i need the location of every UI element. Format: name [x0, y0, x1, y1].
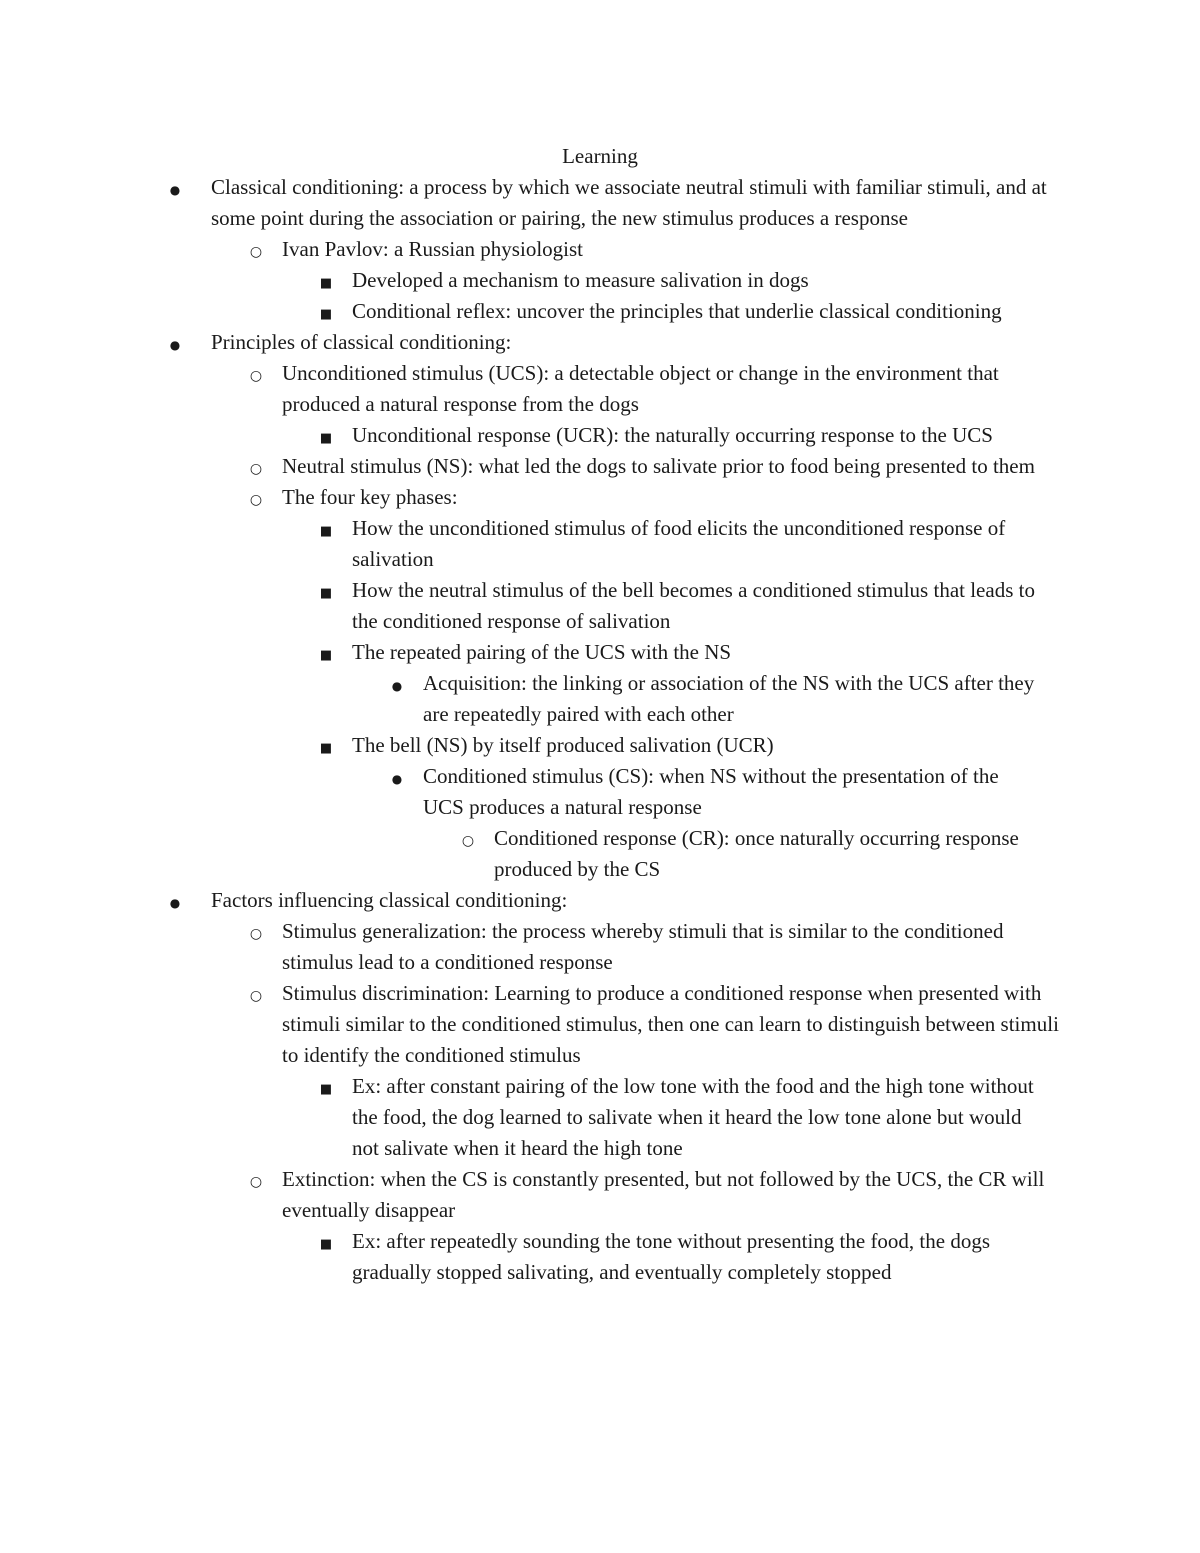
list-item — [0, 885, 1061, 916]
list-item-text: Ex: after constant pairing of the low tone with the food and the high tone without the food, the dog learned to salivate when it heard the low tone alone but would not salivate when it heard the high tone — [352, 1074, 1034, 1160]
list-item-text: Conditional reflex: uncover the principles that underlie classical conditioning — [352, 299, 1002, 323]
square-bullet-icon — [316, 1071, 336, 1105]
notes-list — [0, 172, 1200, 1288]
filled-circle-bullet-icon — [387, 761, 407, 795]
list-item-text: Unconditioned stimulus (UCS): a detectable object or change in the environment that produced a natural response from the dogs — [282, 361, 999, 416]
list-item-text: Factors influencing classical conditioning: — [211, 888, 568, 912]
square-bullet-icon — [316, 575, 336, 609]
list-item — [0, 172, 1061, 234]
list-item — [0, 327, 1061, 358]
list-item-text: Acquisition: the linking or association of the NS with the UCS after they are repeatedly paired with each other — [423, 671, 1035, 726]
list-item — [0, 1071, 1052, 1164]
filled-circle-bullet-icon — [387, 668, 407, 702]
list-item-text: The repeated pairing of the UCS with the NS — [352, 640, 732, 664]
filled-circle-bullet-icon — [165, 885, 185, 919]
hollow-circle-bullet-icon — [246, 451, 266, 485]
square-bullet-icon — [316, 265, 336, 299]
square-bullet-icon — [316, 513, 336, 547]
list-item-text: Unconditional response (UCR): the naturally occurring response to the UCS — [352, 423, 993, 447]
list-item-text: Ex: after repeatedly sounding the tone without presenting the food, the dogs gradually stopped salivating, and eventually completely stopped — [352, 1229, 991, 1284]
filled-circle-bullet-icon — [165, 327, 185, 361]
list-item-text: Developed a mechanism to measure salivation in dogs — [352, 268, 809, 292]
filled-circle-bullet-icon — [165, 172, 185, 206]
list-item-text: How the unconditioned stimulus of food elicits the unconditioned response of salivation — [352, 516, 1006, 571]
hollow-circle-bullet-icon — [246, 482, 266, 516]
hollow-circle-bullet-icon — [246, 978, 266, 1012]
list-item — [0, 761, 1043, 823]
list-item-text: Classical conditioning: a process by which we associate neutral stimuli with familiar stimuli, and at some point during the association or pairing, the new stimulus produces a response — [211, 175, 1047, 230]
square-bullet-icon — [316, 1226, 336, 1260]
list-item — [0, 296, 1052, 327]
list-item — [0, 1164, 1062, 1226]
list-item-text: Extinction: when the CS is constantly presented, but not followed by the UCS, the CR will eventually disappear — [282, 1167, 1045, 1222]
hollow-circle-bullet-icon — [246, 916, 266, 950]
list-item-text: Neutral stimulus (NS): what led the dogs to salivate prior to food being presented to them — [282, 454, 1035, 478]
list-item — [0, 420, 1052, 451]
list-item-text: Conditioned stimulus (CS): when NS without the presentation of the UCS produces a natural response — [423, 764, 999, 819]
list-item-text: Principles of classical conditioning: — [211, 330, 512, 354]
list-item-text: Stimulus discrimination: Learning to produce a conditioned response when presented with stimuli similar to the conditioned stimulus, then one can learn to distinguish between stimuli to identify the conditioned stimulus — [282, 981, 1059, 1067]
square-bullet-icon — [316, 637, 336, 671]
list-item — [0, 451, 1062, 482]
hollow-circle-bullet-icon — [458, 823, 478, 857]
list-item — [0, 575, 1052, 637]
list-item — [0, 482, 1062, 513]
list-item — [0, 730, 1052, 761]
list-item — [0, 668, 1043, 730]
list-item — [0, 513, 1052, 575]
square-bullet-icon — [316, 730, 336, 764]
list-item — [0, 358, 1062, 420]
square-bullet-icon — [316, 296, 336, 330]
hollow-circle-bullet-icon — [246, 234, 266, 268]
list-item — [0, 916, 1062, 978]
document-title: Learning — [562, 144, 638, 168]
list-item — [0, 265, 1052, 296]
list-item — [0, 1226, 1052, 1288]
hollow-circle-bullet-icon — [246, 1164, 266, 1198]
list-item — [0, 823, 1034, 885]
hollow-circle-bullet-icon — [246, 358, 266, 392]
list-item-text: Ivan Pavlov: a Russian physiologist — [282, 237, 583, 261]
list-item-text: Stimulus generalization: the process whereby stimuli that is similar to the conditioned stimulus lead to a conditioned response — [282, 919, 1004, 974]
list-item-text: Conditioned response (CR): once naturally occurring response produced by the CS — [494, 826, 1019, 881]
list-item — [0, 234, 1062, 265]
square-bullet-icon — [316, 420, 336, 454]
list-item-text: The four key phases: — [282, 485, 458, 509]
list-item — [0, 978, 1062, 1071]
list-item-text: How the neutral stimulus of the bell becomes a conditioned stimulus that leads to the conditioned response of salivation — [352, 578, 1035, 633]
list-item — [0, 637, 1052, 668]
list-item-text: The bell (NS) by itself produced salivation (UCR) — [352, 733, 774, 757]
